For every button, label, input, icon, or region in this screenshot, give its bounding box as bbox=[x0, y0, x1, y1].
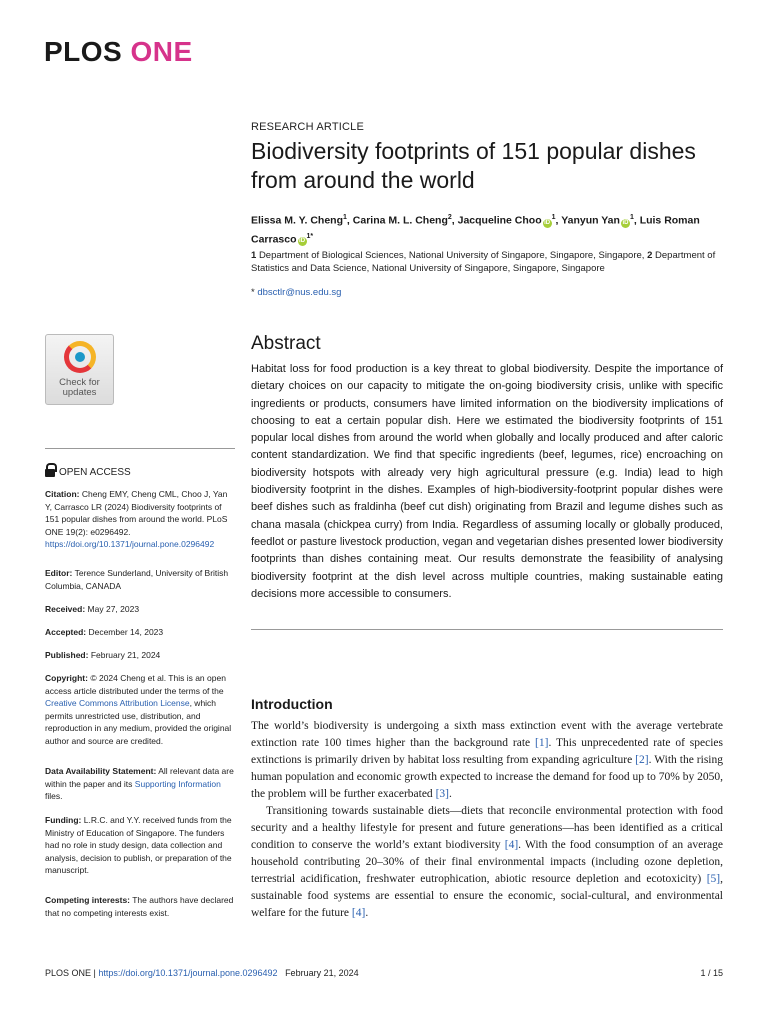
author-affil-sup: 1 bbox=[551, 214, 556, 221]
competing-interests-block: Competing interests: The authors have declared that no competing interests exist. bbox=[45, 895, 234, 918]
accepted-block: Accepted: December 14, 2023 bbox=[45, 627, 164, 637]
reference-link[interactable]: [3] bbox=[435, 788, 449, 800]
reference-link[interactable]: [2] bbox=[635, 754, 649, 766]
author-name[interactable]: Carina M. L. Cheng bbox=[352, 214, 448, 227]
logo-one: ONE bbox=[130, 36, 193, 67]
affil-number: 1 bbox=[251, 250, 257, 261]
author-list: Elissa M. Y. Cheng$^1$, Carina M. L. Cheng$^2$, Jacqueline Choo $iD^1$, Yanyun Yan $iD^1$, Luis Roman Carrasco $iD^{1*}$ bbox=[251, 214, 700, 245]
footer-doi-link[interactable]: https://doi.org/10.1371/journal.pone.0296492 bbox=[98, 968, 278, 978]
data-availability-block: Data Availability Statement: All relevant data are within the paper and its Supporting Information files. bbox=[45, 766, 234, 801]
author-name[interactable]: Elissa M. Y. Cheng bbox=[251, 214, 344, 227]
reference-link[interactable]: [5] bbox=[706, 873, 721, 885]
author-name[interactable]: Jacqueline Choo bbox=[457, 214, 542, 227]
sidebar-divider bbox=[45, 448, 235, 449]
journal-logo[interactable] bbox=[44, 36, 193, 68]
introduction-heading: Introduction bbox=[251, 696, 333, 712]
intro-paragraph: Transitioning towards sustainable diets—diets that reconcile environmental protection with food security and a healthy lifestyle for present and future generations—has been identified as a critical condition to conserve the world’s extant biodiversity [4]. With the food consumption of an average household contributing 20–30% of their final environmental impacts (including ozone depletion, terrestrial acidification, freshwater eutrophication, abiotic resource depletion and ecotoxicity) [5], sustainable food systems are essential to ensure the economic, social-cultural, and environmental welfare for the future [4]. bbox=[251, 805, 723, 919]
footer-date: February 21, 2024 bbox=[285, 968, 359, 978]
citation-block: Citation: Cheng EMY, Cheng CML, Choo J, Yan Y, Carrasco LR (2024) Biodiversity footprints of 151 popular dishes from around the world. PLoS ONE 19(2): e0296492. https://doi.org/10.1371/journal.pone.0296492 bbox=[45, 489, 228, 549]
author-name[interactable]: Luis Roman Carrasco bbox=[251, 214, 700, 245]
published-block: Published: February 21, 2024 bbox=[45, 650, 161, 660]
article-title: Biodiversity footprints of 151 popular dishes from around the world bbox=[251, 138, 696, 193]
logo-plos: PLOS bbox=[44, 36, 123, 67]
check-updates-label: Check for updates bbox=[59, 377, 100, 398]
copyright-block: Copyright: © 2024 Cheng et al. This is an open access article distributed under the terms of the Creative Commons Attribution License, which permits unrestricted use, distribution, and reproduction in any medium, provided the original author and source are credited. bbox=[45, 673, 232, 746]
citation-doi-link[interactable]: https://doi.org/10.1371/journal.pone.0296492 bbox=[45, 539, 215, 549]
page-number: 1 / 15 bbox=[700, 968, 723, 978]
email-link[interactable]: dbsctlr@nus.edu.sg bbox=[257, 287, 342, 298]
affiliations bbox=[251, 249, 723, 275]
supporting-info-link[interactable]: Supporting Information bbox=[134, 778, 221, 789]
abstract-divider bbox=[251, 629, 723, 630]
author-affil-sup: 2 bbox=[447, 214, 452, 221]
email-marker: * bbox=[251, 287, 255, 298]
open-access-label: OPEN ACCESS bbox=[45, 463, 131, 478]
introduction-body bbox=[251, 718, 723, 922]
check-for-updates-badge[interactable] bbox=[45, 334, 114, 405]
affil-text: Department of Statistics and Data Science, National University of Singapore, Singapore, Singapore bbox=[251, 250, 716, 274]
footer-separator: | bbox=[93, 968, 96, 978]
article-type: RESEARCH ARTICLE bbox=[251, 121, 365, 133]
author-affil-sup: 1 bbox=[343, 214, 347, 221]
reference-link[interactable]: [4] bbox=[351, 907, 366, 919]
author-affil-sup: 1* bbox=[306, 232, 314, 240]
crossmark-icon bbox=[64, 341, 96, 373]
intro-paragraph: The world’s biodiversity is undergoing a sixth mass extinction event with the average vertebrate extinction rate 100 times higher than the background rate [1]. This unprecedented rate of species extinctions is primarily driven by habitat loss resulting from expanding agriculture [2]. With the rising human population and economic growth expected to increase the demand for food up to 70% by 2050, the problem will be further exacerbated [3]. bbox=[251, 720, 723, 800]
page-footer bbox=[45, 968, 359, 978]
orcid-icon[interactable]: iD bbox=[299, 238, 306, 244]
editor-block: Editor: Terence Sunderland, University of British Columbia, CANADA bbox=[45, 568, 229, 591]
received-block: Received: May 27, 2023 bbox=[45, 604, 140, 614]
abstract-heading: Abstract bbox=[251, 333, 321, 354]
footer-journal: PLOS ONE bbox=[45, 968, 92, 978]
author-affil-sup: 1 bbox=[629, 214, 634, 221]
reference-link[interactable]: [4] bbox=[504, 839, 519, 851]
orcid-icon[interactable]: iD bbox=[544, 219, 551, 226]
license-link[interactable]: Creative Commons Attribution License bbox=[45, 698, 190, 708]
open-lock-icon bbox=[45, 463, 55, 477]
abstract-text: Habitat loss for food production is a key threat to global biodiversity. Despite the importance of dietary choices on our capacity to mitigate the on-going biodiversity crisis, unlike with specific ingredients or products, consumers have limited information on the biodiversity implications of choosing to eat a certain popular dish. Here we estimated the biodiversity footprints of 151 popular local dishes from around the world when globally and locally produced and after caloric content standardization. We find that specific ingredients (beef, legumes, rice) encroaching on biodiversity hotspots with already very high agricultural pressure (e.g. India) lead to high biodiversity footprint in the dishes. Examples of high-biodiversity-footprint popular dishes were beef dishes such as fraldinha (beef cut dish) originating from Brazil and legume dishes such as chana masala (chickpea curry) from India. Regardless of assuming locally or globally produced, feedlot or pasture livestock production, vegan and vegetarian dishes presented lower biodiversity footprints than dishes containing meat. Our results demonstrate the feasibility of analysing biodiversity footprint at the dish level across multiple countries, making sustainable eating decisions more accessible to consumers. bbox=[251, 363, 723, 600]
funding-block: Funding: L.R.C. and Y.Y. received funds from the Ministry of Education of Singapore. The funders had no role in study design, data collection and analysis, decision to publish, or preparation of the manuscript. bbox=[45, 815, 232, 875]
affil-text: Department of Biological Sciences, National University of Singapore, Singapore, Singapore, bbox=[258, 250, 645, 261]
author-name[interactable]: Yanyun Yan bbox=[561, 214, 620, 227]
orcid-icon[interactable]: iD bbox=[622, 219, 629, 226]
corresponding-email bbox=[251, 287, 341, 298]
reference-link[interactable]: [1] bbox=[535, 737, 549, 749]
affil-number: 2 bbox=[647, 250, 653, 261]
